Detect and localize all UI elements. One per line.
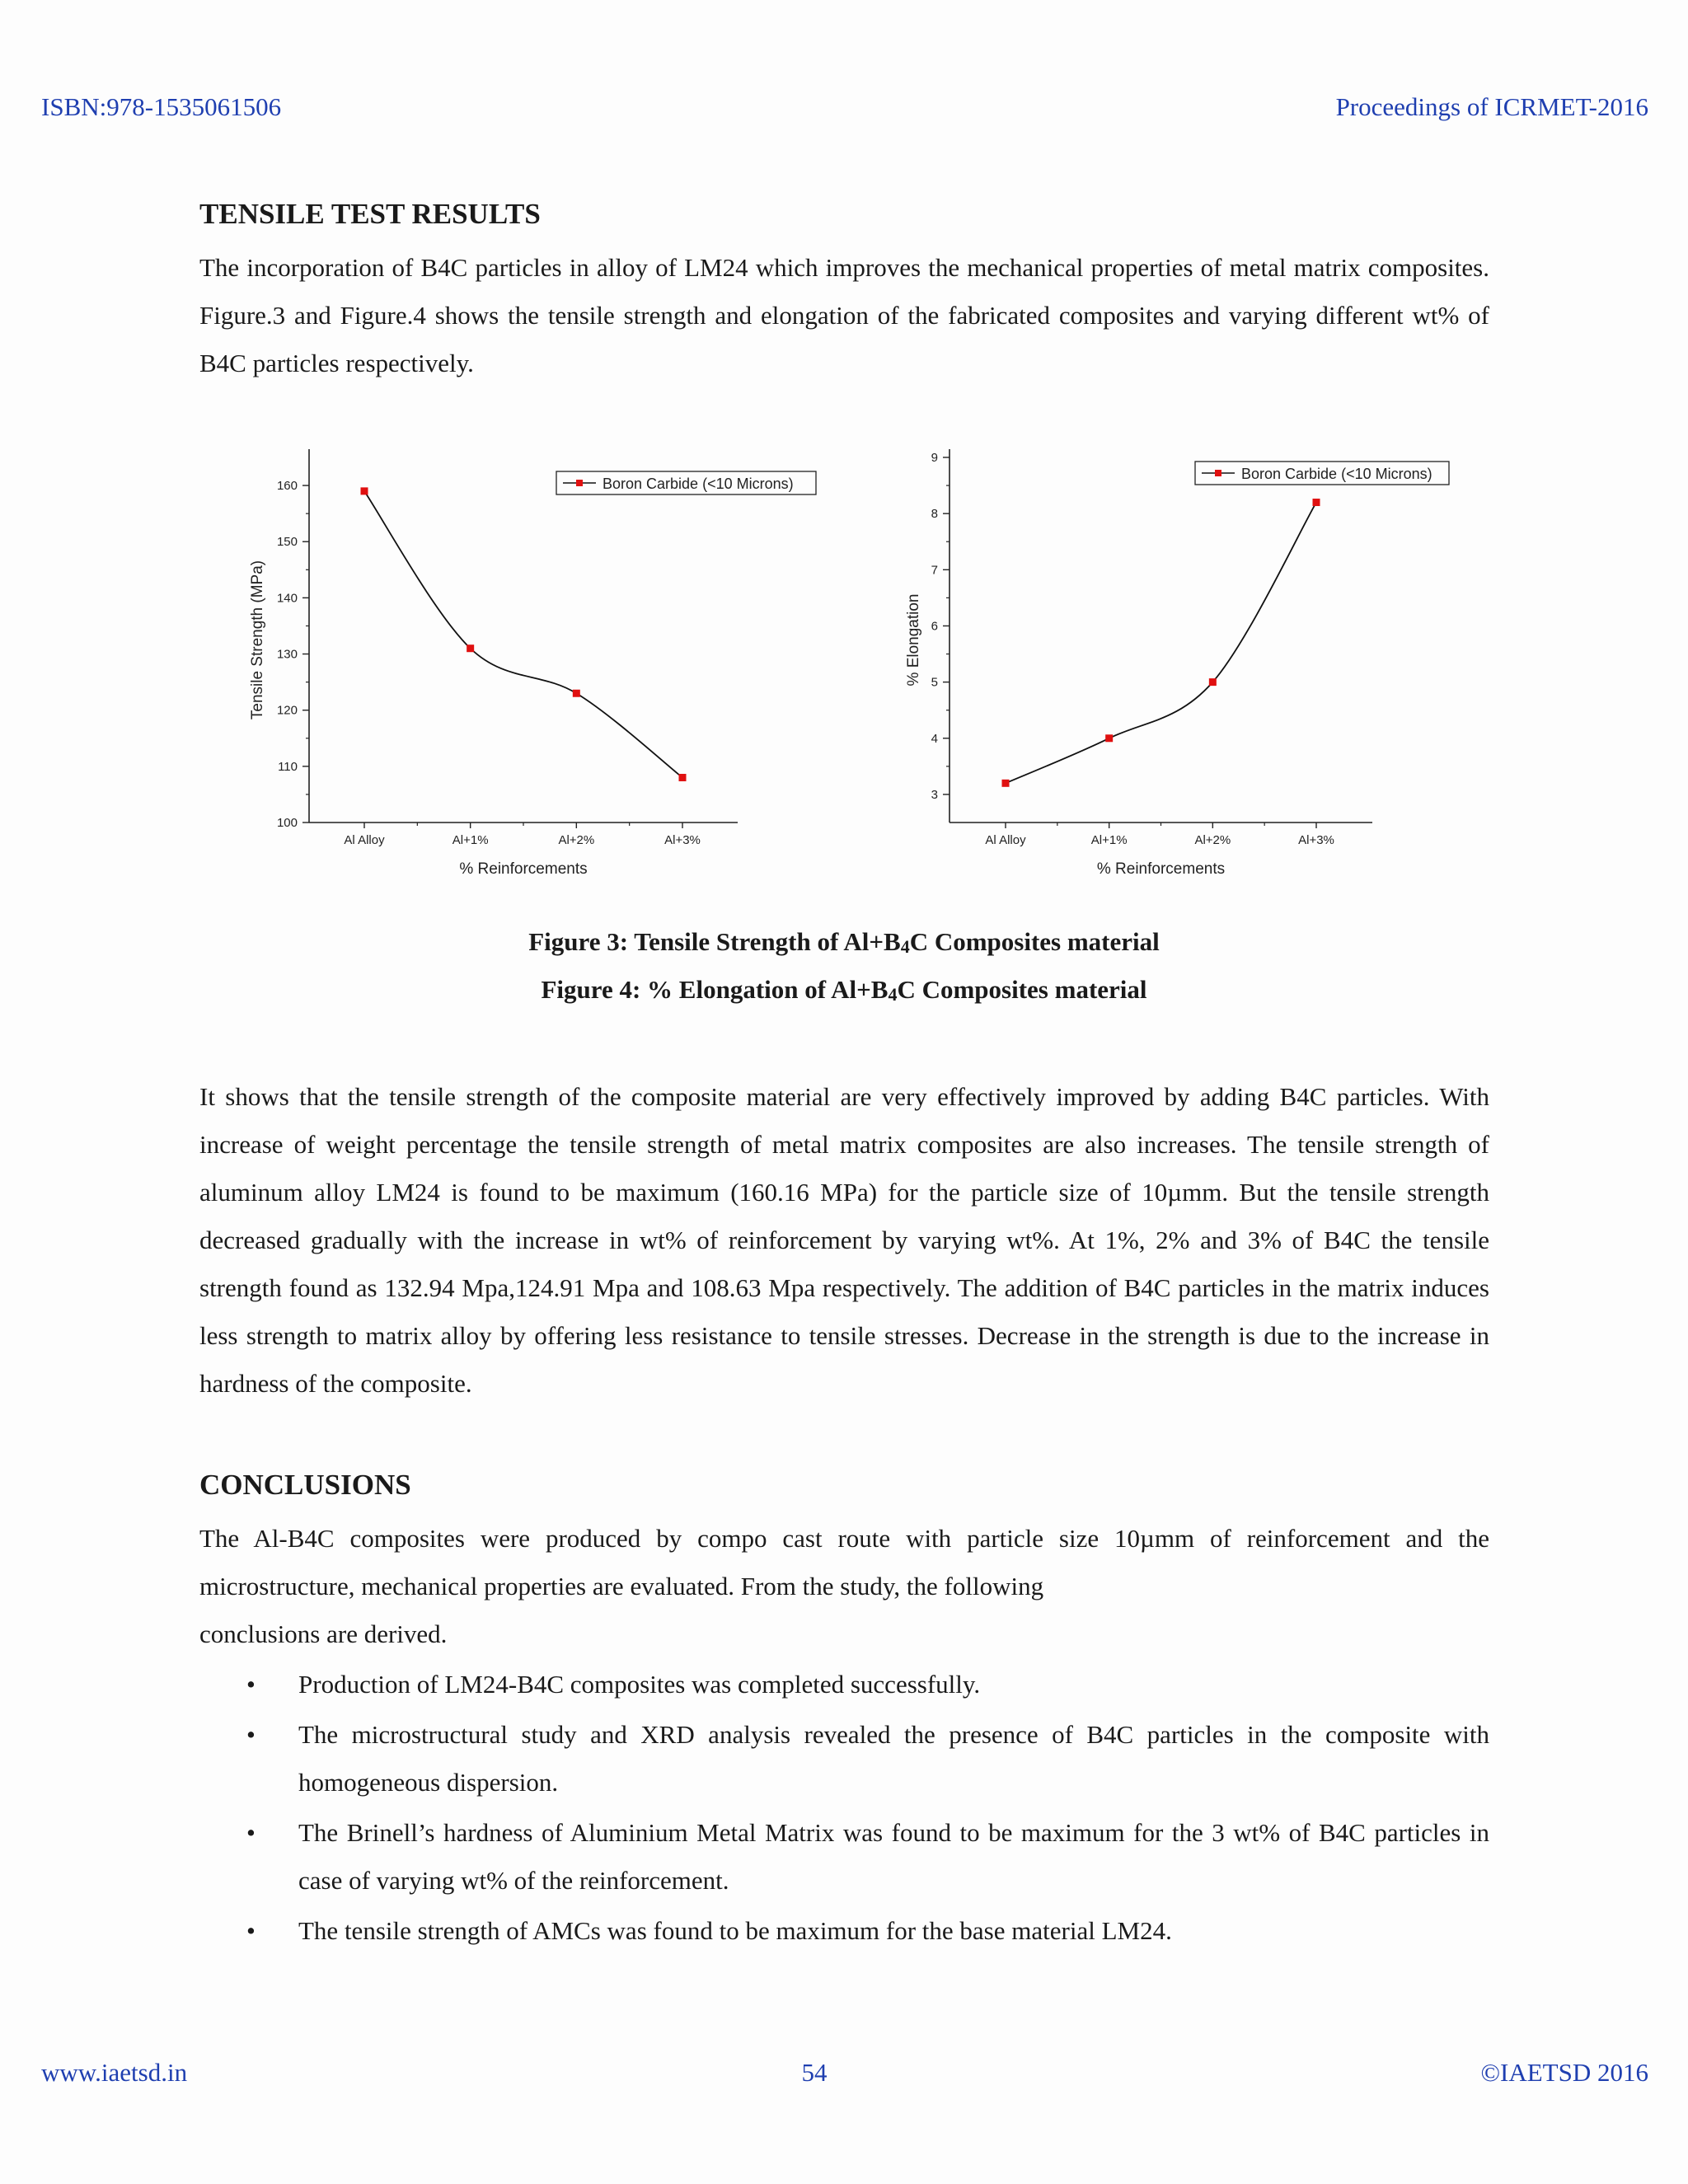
series-line — [364, 491, 682, 778]
y-tick-label: 160 — [276, 479, 298, 494]
fig3-caption-sub: 4 — [900, 936, 910, 957]
list-item — [199, 1711, 1489, 1807]
x-tick-label: Al Alloy — [344, 833, 385, 847]
figure-3-caption — [0, 927, 1688, 958]
data-point — [573, 690, 580, 697]
y-tick-label: 7 — [931, 563, 938, 578]
conclusions-intro-line1: The Al-B4C composites were produced by compo cast route with particle size 10µmm of reinforcement and the microstructure, mechanical properties are evaluated. From the study, the following — [199, 1524, 1489, 1601]
legend-label: Boron Carbide (<10 Microns) — [603, 476, 794, 492]
data-point — [1105, 734, 1113, 742]
tensile-paragraph: The incorporation of B4C particles in alloy of LM24 which improves the mechanical properties of metal matrix composites. Figure.3 and Figure.4 shows the tensile strength and elongation of the fabricated composites and varying different wt% of B4C particles respectively. — [199, 253, 1489, 377]
bullet-icon: • — [246, 1670, 256, 1699]
header-isbn: ISBN:978-1535061506 — [41, 92, 282, 121]
y-tick-label: 5 — [931, 675, 938, 690]
y-tick-label: 100 — [276, 816, 298, 830]
list-item — [199, 1809, 1489, 1905]
conclusions-intro — [199, 1515, 1489, 1658]
fig4-caption-pre: Figure 4: % Elongation of Al+B — [541, 975, 889, 1004]
series-line — [1006, 503, 1316, 784]
y-axis-label: % Elongation — [905, 593, 922, 687]
y-tick-label: 4 — [931, 731, 938, 746]
y-tick-label: 140 — [276, 591, 298, 606]
results-discussion — [199, 1073, 1489, 1408]
section-title-tensile: TENSILE TEST RESULTS — [199, 198, 541, 230]
list-item — [199, 1661, 1489, 1708]
y-tick-label: 110 — [278, 759, 298, 774]
y-tick-label: 6 — [931, 619, 938, 634]
x-tick-label: Al+3% — [664, 833, 701, 847]
fig4-caption-post: C Composites material — [897, 975, 1147, 1004]
section-paragraph-tensile — [199, 244, 1489, 387]
fig4-caption-sub: 4 — [888, 984, 898, 1005]
data-point — [679, 774, 687, 781]
results-paragraph: It shows that the tensile strength of the composite material are very effectively improved by adding B4C particles. With increase of weight percentage the tensile strength of metal matrix composites are also increases. The tensile strength of aluminum alloy LM24 is found to be maximum (160.16 MPa) for the particle size of 10µmm. But the tensile strength decreased gradually with the increase in wt% of reinforcement by varying wt%. At 1%, 2% and 3% of B4C the tensile strength found as 132.94 Mpa,124.91 Mpa and 108.63 Mpa respectively. The addition of B4C particles in the matrix induces less strength to matrix alloy by offering less resistance to tensile stresses. Decrease in the strength is due to the increase in hardness of the composite. — [199, 1082, 1489, 1398]
x-tick-label: Al+1% — [452, 833, 489, 847]
conclusions-intro-line2: conclusions are derived. — [199, 1619, 448, 1648]
data-point — [361, 487, 368, 494]
x-axis-label: % Reinforcements — [459, 860, 588, 878]
footer-website[interactable]: www.iaetsd.in — [41, 2058, 188, 2087]
list-item — [199, 1907, 1489, 1955]
footer-copyright: ©IAETSD 2016 — [1480, 2058, 1648, 2087]
list-item-text: The tensile strength of AMCs was found to be maximum for the base material LM24. — [298, 1916, 1172, 1945]
data-point — [1209, 678, 1217, 686]
legend-marker — [1215, 470, 1221, 476]
y-tick-label: 150 — [276, 535, 298, 550]
figure-4-caption — [0, 975, 1688, 1005]
footer-page-number: 54 — [801, 2058, 828, 2087]
x-axis-label: % Reinforcements — [1096, 860, 1226, 878]
elongation-chart — [890, 437, 1467, 890]
y-tick-label: 120 — [276, 703, 298, 718]
data-point — [467, 644, 474, 652]
x-tick-label: Al+3% — [1298, 833, 1334, 847]
legend-marker — [576, 480, 583, 486]
y-tick-label: 8 — [931, 507, 938, 522]
list-item-text: The microstructural study and XRD analysis revealed the presence of B4C particles in the composite with homogeneous dispersion. — [298, 1720, 1489, 1797]
conclusions-list — [199, 1661, 1489, 1957]
bullet-icon: • — [246, 1818, 256, 1847]
x-tick-label: Al+2% — [1194, 833, 1231, 847]
section-title-conclusions: CONCLUSIONS — [199, 1469, 411, 1501]
header-proceedings: Proceedings of ICRMET-2016 — [1335, 92, 1648, 121]
y-tick-label: 130 — [276, 647, 298, 662]
x-tick-label: Al Alloy — [985, 833, 1026, 847]
y-axis-label: Tensile Strength (MPa) — [249, 560, 266, 720]
y-tick-label: 9 — [931, 451, 938, 465]
x-tick-label: Al+1% — [1090, 833, 1128, 847]
data-point — [1313, 499, 1320, 506]
bullet-icon: • — [246, 1916, 256, 1945]
data-point — [1002, 780, 1010, 787]
list-item-text: The Brinell’s hardness of Aluminium Metal Matrix was found to be maximum for the 3 wt% of B4C particles in case of varying wt% of the reinforcement. — [298, 1818, 1489, 1895]
tensile-strength-chart — [231, 437, 841, 890]
y-tick-label: 3 — [931, 787, 938, 802]
legend-label: Boron Carbide (<10 Microns) — [1241, 466, 1432, 482]
fig3-caption-post: C Composites material — [909, 927, 1160, 956]
bullet-icon: • — [246, 1720, 256, 1749]
list-item-text: Production of LM24-B4C composites was completed successfully. — [298, 1670, 981, 1699]
x-tick-label: Al+2% — [558, 833, 595, 847]
fig3-caption-pre: Figure 3: Tensile Strength of Al+B — [528, 927, 901, 956]
